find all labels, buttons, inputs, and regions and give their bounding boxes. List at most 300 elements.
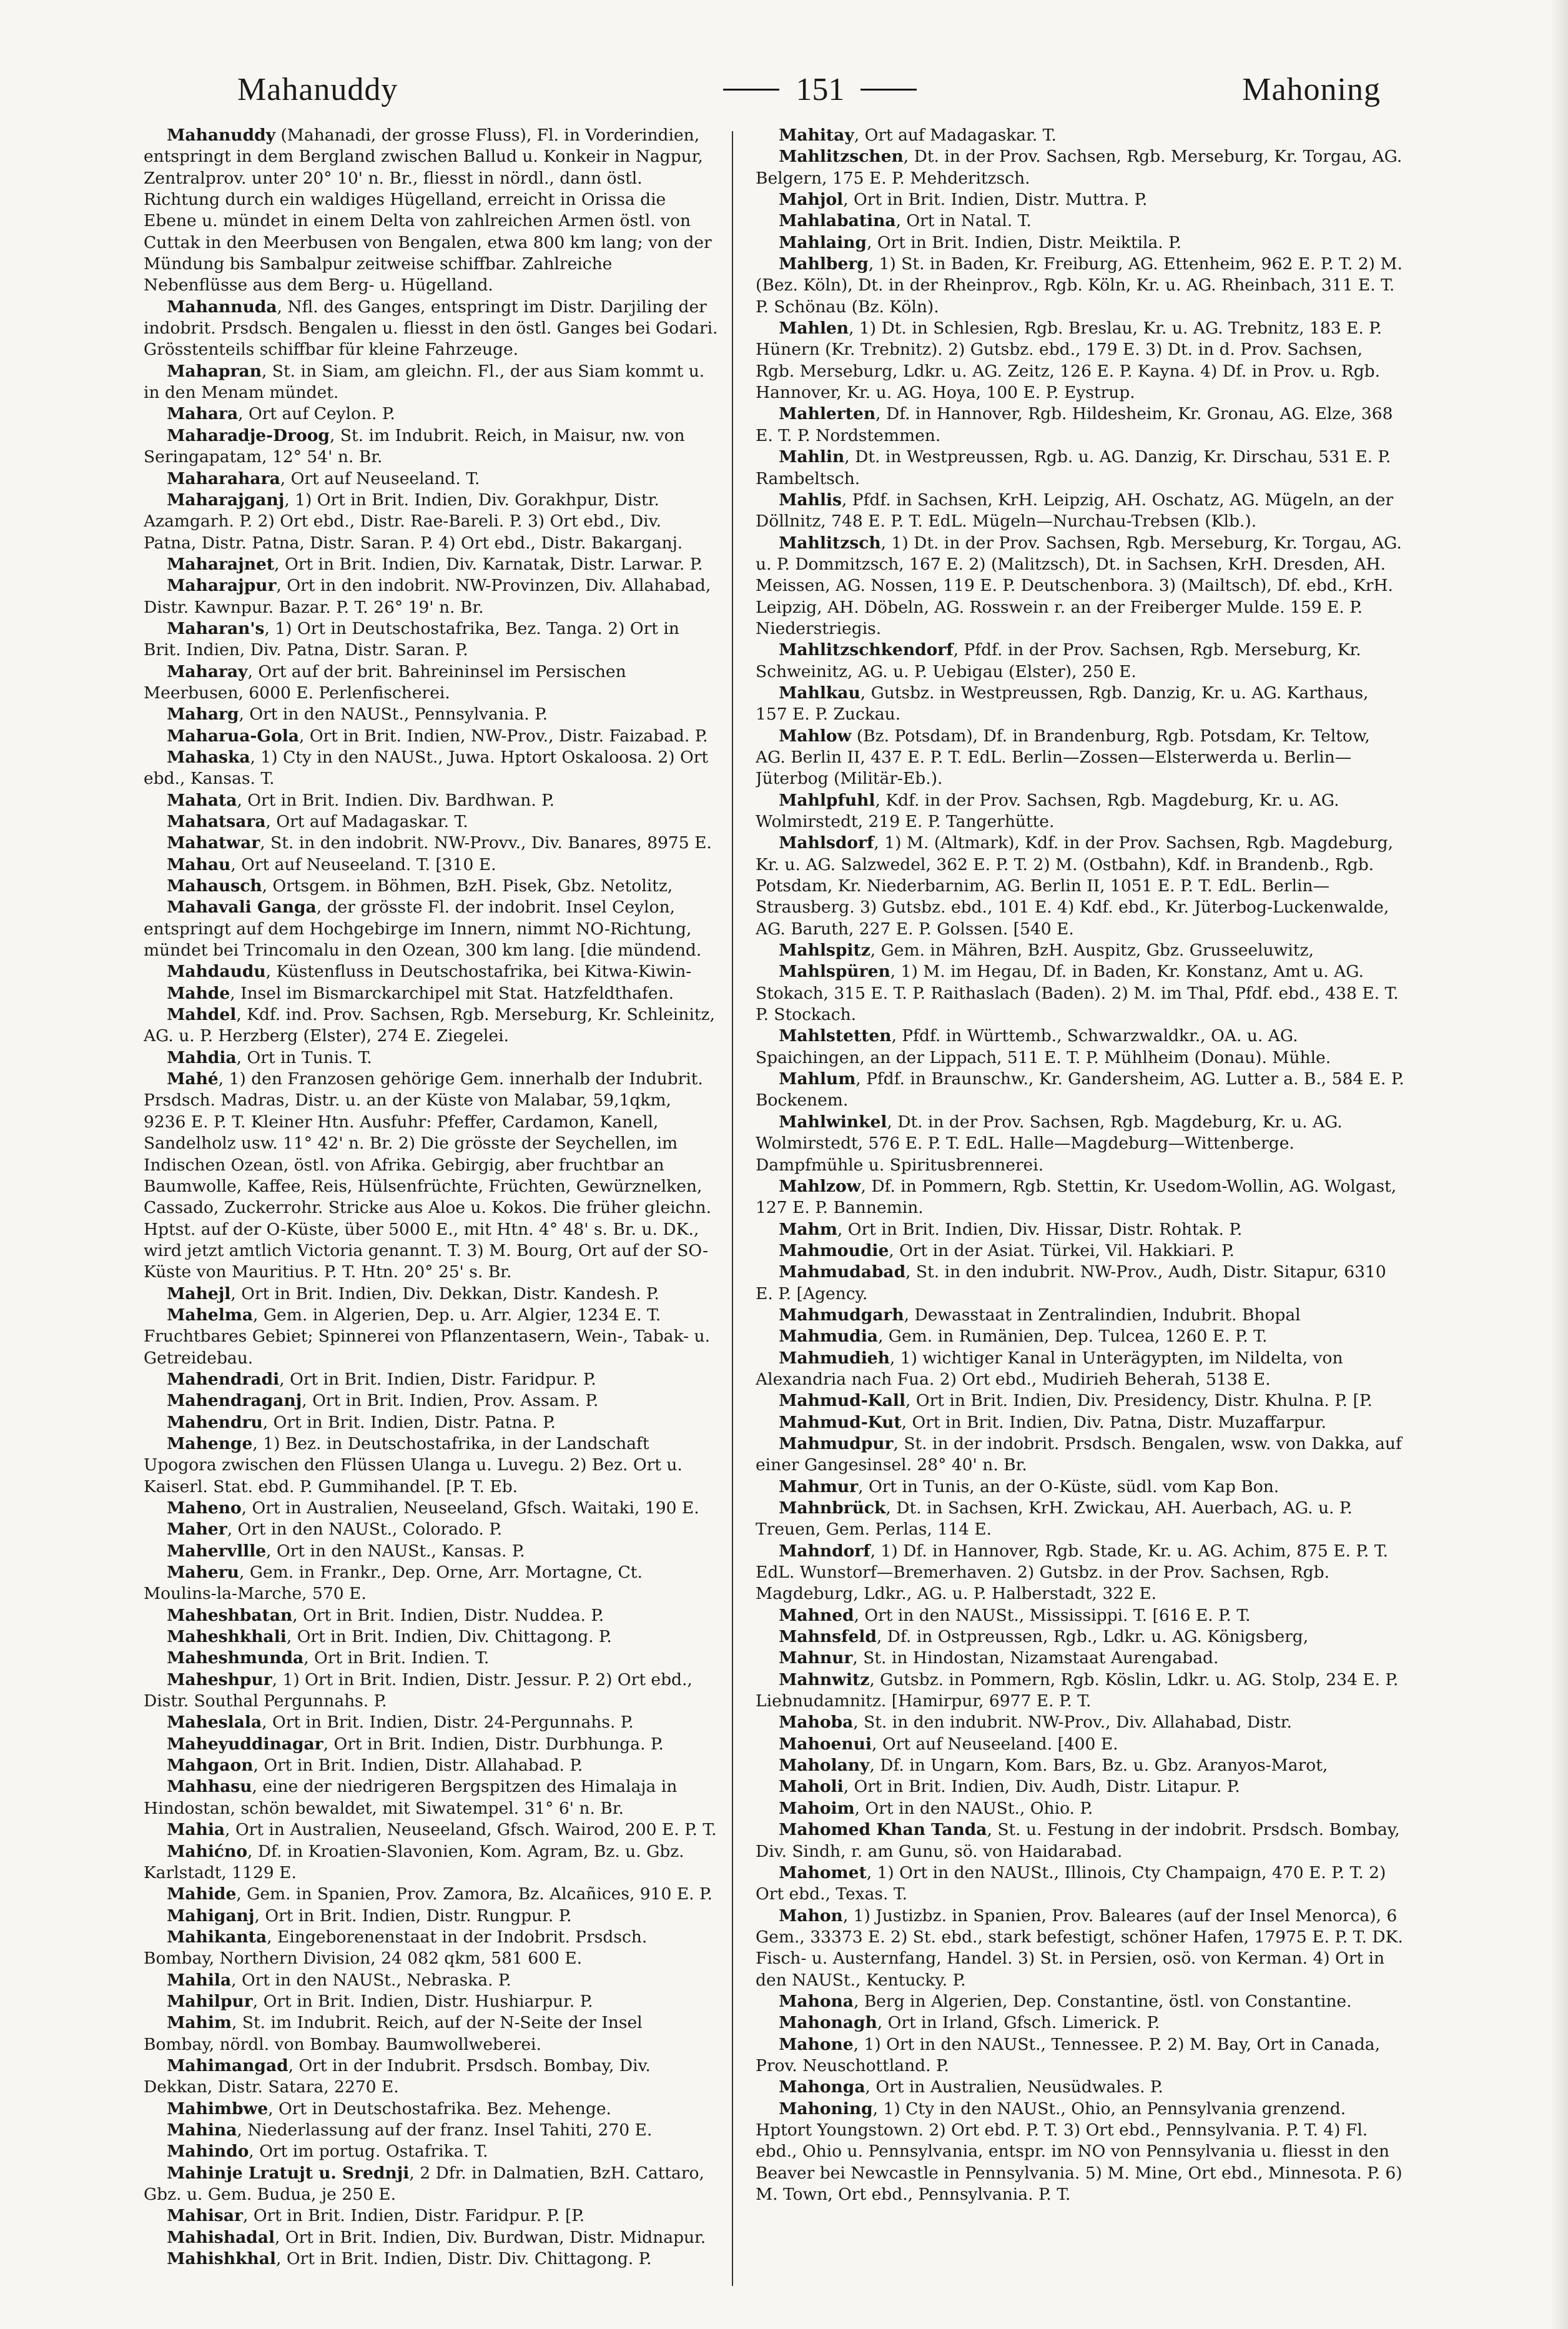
entry-definition: , Ort in Brit. Indien, Distr. Allahabad. P. <box>253 1756 583 1776</box>
entry-headword: Mahavali Ganga <box>167 897 317 917</box>
entry-definition: , Ort in Irland, Gfsch. Limerick. P. <box>877 2013 1160 2033</box>
entry-headword: Mahmudieh <box>779 1348 890 1368</box>
entry-headword: Mahmur <box>779 1476 859 1496</box>
entry-definition: , Ort in Brit. Indien, Div. Karnatak, Distr. Larwar. P. <box>274 554 703 574</box>
entry-definition: , Ort in den NAUSt., Colorado. P. <box>227 1520 503 1540</box>
dictionary-entry <box>144 2099 718 2120</box>
entry-headword: Mahona <box>779 1991 854 2011</box>
entry-headword: Maharajganj <box>167 490 285 510</box>
entry-headword: Maharay <box>167 661 248 681</box>
entry-definition: , Ort in Brit. Indien, Div. Dekkan, Distr. Kandesh. P. <box>230 1283 659 1303</box>
entry-definition: , 1) Ort in Brit. Indien, Div. Gorakhpur, Distr. Azamgarh. P. 2) Ort ebd., Distr. Rae-Bareli. P. 3) Ort ebd., Div. Patna, Distr. Patna, Distr. Saran. P. 4) Ort ebd., Distr. Bakarganj. <box>144 490 683 553</box>
entry-definition: , 1) Df. in Hannover, Rgb. Stade, Kr. u. AG. Achim, 875 E. P. T. EdL. Wunstorf—Bremerhaven. 2) Gutsbz. in der Prov. Sachsen, Rgb. Magdeburg, Ldkr., AG. u. P. Halberstadt, 322 E. <box>756 1541 1388 1604</box>
entry-headword: Mahau <box>167 854 231 874</box>
entry-headword: Maheslala <box>167 1713 262 1733</box>
dictionary-entry <box>756 1476 1405 1498</box>
dictionary-entry <box>144 125 718 297</box>
dictionary-entry <box>144 1412 718 1433</box>
scan-edge <box>1551 0 1568 2329</box>
dictionary-entry <box>756 1498 1405 1541</box>
dictionary-entry <box>144 1369 718 1390</box>
entry-definition: , 1) M. (Altmark), Kdf. in der Prov. Sachsen, Rgb. Magdeburg, Kr. u. AG. Salzwedel, 362 E. P. T. 2) M. (Ostbahn), Kdf. in Brandenb., Rgb. Potsdam, Kr. Niederbarnim, AG. Berlin II, 1051 E. P. T. EdL. Berlin—Strausberg. 3) Gutsbz. ebd., 101 E. 4) Kdf. ebd., Kr. Jüterbog-Luckenwalde, AG. Baruth, 227 E. P. Golssen. [540 E. <box>756 833 1394 939</box>
dictionary-entry <box>144 811 718 833</box>
entry-headword: Maheshpur <box>167 1669 272 1689</box>
entry-definition: , Ort in Brit. Indien, Div. Patna, Distr. Muzaffarpur. <box>901 1412 1326 1432</box>
dictionary-entry <box>756 726 1405 790</box>
entry-headword: Mahimbwe <box>167 2099 269 2119</box>
entry-headword: Mahićno <box>167 1841 248 1861</box>
entry-definition: , Ort auf Neuseeland. [400 E. <box>872 1734 1118 1754</box>
entry-headword: Maharahara <box>167 468 280 488</box>
dictionary-entry <box>144 1970 718 1991</box>
entry-headword: Mahoba <box>779 1713 854 1733</box>
entry-definition: , Ort in den NAUSt., Mississippi. T. [616 E. P. T. <box>854 1605 1251 1625</box>
entry-headword: Mahdaudu <box>167 962 266 982</box>
entry-definition: , Ort in den NAUSt., Kansas. P. <box>266 1541 525 1561</box>
entry-definition: , Insel im Bismarckarchipel mit Stat. Hatzfeldthafen. <box>230 983 674 1003</box>
dictionary-entry <box>144 726 718 747</box>
entry-definition: , Df. in Pommern, Rgb. Stettin, Kr. Usedom-Wollin, AG. Wolgast, 127 E. P. Bannemin. <box>756 1176 1397 1218</box>
dictionary-entry <box>144 490 718 554</box>
entry-definition: , Ort in Australien, Neuseeland, Gfsch. Wairod, 200 E. P. T. <box>225 1820 717 1840</box>
dictionary-entry <box>144 897 718 961</box>
entry-headword: Mahlitzschkendorf <box>779 640 954 660</box>
entry-definition: , Nfl. des Ganges, entspringt im Distr. Darjiling der indobrit. Prsdsch. Bengalen u. fliesst in den östl. Ganges bei Godari. Grösstenteils schiffbar für kleine Fahrzeuge. <box>144 297 718 360</box>
entry-definition: , Ort in der Indubrit. Prsdsch. Bombay, Div. Dekkan, Distr. Satara, 2270 E. <box>144 2055 651 2097</box>
entry-headword: Mahde <box>167 983 230 1003</box>
entry-headword: Mahoenui <box>779 1734 872 1754</box>
dictionary-entry <box>144 1776 718 1819</box>
dictionary-entry <box>756 1305 1405 1326</box>
entry-definition: , St. in den indobrit. NW-Provv., Div. Banares, 8975 E. <box>260 833 712 853</box>
entry-headword: Mahishadal <box>167 2227 275 2247</box>
entry-headword: Mahindo <box>167 2142 249 2162</box>
entry-definition: , 1) Ort in den NAUSt., Tennessee. P. 2) M. Bay, Ort in Canada, Prov. Neuschottland. P. <box>756 2034 1381 2075</box>
entry-definition: , Ort in den NAUSt., Pennsylvania. P. <box>239 705 548 724</box>
entry-headword: Mahim <box>167 2013 232 2033</box>
dictionary-entry <box>144 661 718 705</box>
entry-headword: Mahdia <box>167 1047 237 1067</box>
dictionary-entry <box>144 1562 718 1605</box>
entry-definition: , St. in Hindostan, Nizamstaat Aurengabad. <box>852 1648 1219 1668</box>
entry-headword: Mahnur <box>779 1648 853 1668</box>
dictionary-entry <box>144 425 718 468</box>
entry-definition: , Kdf. in der Prov. Sachsen, Rgb. Magdeburg, Kr. u. AG. Wolmirstedt, 219 E. P. Tangerhütte. <box>756 790 1339 831</box>
entry-definition: , Ort im portug. Ostafrika. T. <box>249 2142 488 2162</box>
dictionary-entry <box>756 1348 1405 1391</box>
entry-definition: , 1) Ort in Brit. Indien, Distr. Jessur. P. 2) Ort ebd., Distr. Southal Pergunnahs. P. <box>144 1669 693 1711</box>
entry-headword: Mahnwitz <box>779 1669 870 1689</box>
entry-headword: Mahlzow <box>779 1176 861 1196</box>
entry-headword: Mahlis <box>779 490 842 510</box>
dictionary-entry <box>756 1433 1405 1476</box>
entry-headword: Mahmud-Kut <box>779 1412 902 1432</box>
dictionary-entry <box>144 1648 718 1669</box>
entry-definition: , Ort in Brit. Indien, Div. Hissar, Distr. Rohtak. P. <box>837 1219 1243 1239</box>
dictionary-entry <box>756 1026 1405 1069</box>
dictionary-entry <box>756 1755 1405 1776</box>
entry-headword: Mahomet <box>779 1862 867 1882</box>
dictionary-entry <box>756 1906 1405 1991</box>
entry-definition: , Dt. in der Prov. Sachsen, Rgb. Merseburg, Kr. Torgau, AG. Belgern, 175 E. P. Mehderitzsch. <box>756 147 1403 188</box>
entry-definition: , 2 Dfr. in Dalmatien, BzH. Cattaro, Gbz. u. Gem. Budua, je 250 E. <box>144 2163 704 2204</box>
dictionary-entry <box>756 533 1405 640</box>
dictionary-entry <box>144 747 718 790</box>
entry-headword: Mahlitzsch <box>779 533 881 553</box>
entry-headword: Maharan's <box>167 618 265 638</box>
entry-definition: , Ort in den NAUSt., Nebraska. P. <box>231 1970 511 1990</box>
dictionary-entry <box>756 790 1405 833</box>
entry-headword: Mahnsfeld <box>779 1627 877 1647</box>
entry-headword: Mahannuda <box>167 297 277 317</box>
dictionary-entry <box>144 1626 718 1648</box>
entry-definition: , Kdf. ind. Prov. Sachsen, Rgb. Merseburg, Kr. Schleinitz, AG. u. P. Herzberg (Elster), 274 E. Ziegelei. <box>144 1005 715 1046</box>
dictionary-entry <box>756 490 1405 533</box>
entry-definition: , Ort auf der brit. Bahreininsel im Persischen Meerbusen, 6000 E. Perlenfischerei. <box>144 661 626 703</box>
entry-definition: , Df. in Ungarn, Kom. Bars, Bz. u. Gbz. Aranyos-Marot, <box>869 1756 1328 1776</box>
dictionary-entry <box>144 2120 718 2141</box>
dictionary-entry <box>144 1669 718 1713</box>
entry-headword: Mahlstetten <box>779 1026 892 1046</box>
entry-definition: , St. in der indobrit. Prsdsch. Bengalen, wsw. von Dakka, auf einer Gangesinsel. 28° 40' n. Br. <box>756 1433 1402 1475</box>
entry-definition: , St. im Indubrit. Reich, in Maisur, nw. von Seringapatam, 12° 54' n. Br. <box>144 425 685 467</box>
entry-definition: , 1) Cty in den NAUSt., Juwa. Hptort Oskaloosa. 2) Ort ebd., Kansas. T. <box>144 747 709 789</box>
entry-definition: , der grösste Fl. der indobrit. Insel Ceylon, entspringt auf dem Hochgebirge im Innern, nimmt NO-Richtung, mündet bei Trincomalu in den Ozean, 300 km lang. [die mündend. <box>144 897 702 961</box>
dictionary-entry <box>144 361 718 404</box>
page-number-group <box>723 71 917 108</box>
entry-headword: Mahmudgarh <box>779 1305 904 1325</box>
dictionary-entry <box>756 2077 1405 2098</box>
dictionary-entry <box>756 1069 1405 1112</box>
dictionary-entry <box>756 1669 1405 1713</box>
entry-headword: Mahlaing <box>779 232 867 252</box>
entry-definition: , Ort in Brit. Indien, Distr. Hushiarpur. P. <box>252 1991 593 2011</box>
entry-headword: Mahlin <box>779 447 845 467</box>
entry-headword: Mahnbrück <box>779 1498 886 1518</box>
page-header <box>237 61 1381 117</box>
dictionary-entry <box>756 146 1405 189</box>
entry-definition: , Gem. in Mähren, BzH. Auspitz, Gbz. Grusseeluwitz, <box>870 941 1314 961</box>
entry-definition: , Gutsbz. in Pommern, Rgb. Köslin, Ldkr. u. AG. Stolp, 234 E. P. Liebnudamnitz. [Hamirpur, 6977 E. P. T. <box>756 1669 1399 1711</box>
entry-definition: , 1) Cty in den NAUSt., Ohio, an Pennsylvania grenzend. Hptort Youngstown. 2) Ort ebd. P. T. 3) Ort ebd., Pennsylvania. P. T. 4) Fl. ebd., Ohio u. Pennsylvania, entspr. im NO von Pennsylvania u. fliesst in den Beaver bei Newcastle in Pennsylvania. 5) M. Mine, Ort ebd., Minnesota. P. 6) M. Town, Ort ebd., Pennsylvania. P. T. <box>756 2099 1403 2204</box>
dictionary-entry <box>144 854 718 876</box>
dictionary-entry <box>144 983 718 1004</box>
entry-definition: , 1) Dt. in Schlesien, Rgb. Breslau, Kr. u. AG. Trebnitz, 183 E. P. Hünern (Kr. Trebnitz). 2) Gutsbz. ebd., 179 E. 3) Dt. in d. Prov. Sachsen, Rgb. Merseburg, Ldkr. u. AG. Zeitz, 126 E. P. Kayna. 4) Df. in Prov. u. Rgb. Hannover, Kr. u. AG. Hoya, 100 E. P. Eystrup. <box>756 319 1383 403</box>
dictionary-entry <box>756 1412 1405 1433</box>
dictionary-entry <box>144 2141 718 2162</box>
entry-definition: , St. in Siam, am gleichn. Fl., der aus Siam kommt u. in den Menam mündet. <box>144 361 705 403</box>
entry-headword: Mahatwar <box>167 833 260 853</box>
dictionary-entry <box>756 1712 1405 1733</box>
entry-definition: , Ort auf Neuseeland. T. <box>280 468 480 488</box>
entry-definition: , 1) Bez. in Deutschostafrika, in der Landschaft Upogora zwischen den Flüssen Ulanga u. Luvegu. 2) Bez. Ort u. Kaiserl. Stat. ebd. P. Gummihandel. [P. T. Eb. <box>144 1433 683 1496</box>
entry-definition: , Gem. in Spanien, Prov. Zamora, Bz. Alcañices, 910 E. P. <box>236 1884 713 1904</box>
entry-definition: , Gem. in Algerien, Dep. u. Arr. Algier, 1234 E. T. Fruchtbares Gebiet; Spinnerei von Pflanzentasern, Wein-, Tabak- u. Getreidebau. <box>144 1305 711 1368</box>
entry-definition: , Dt. in Sachsen, KrH. Zwickau, AH. Auerbach, AG. u. P. Treuen, Gem. Perlas, 114 E. <box>756 1498 1353 1540</box>
entry-headword: Mahhasu <box>167 1777 252 1797</box>
entry-definition: , Ort in Brit. Indien, Distr. Div. Chittagong. P. <box>275 2249 652 2269</box>
entry-definition: , Berg in Algerien, Dep. Constantine, östl. von Constantine. <box>853 1991 1352 2011</box>
entry-definition: , 1) wichtiger Kanal in Unterägypten, im Nildelta, von Alexandria nach Fua. 2) Ort ebd., Mudirieh Beherah, 5138 E. <box>756 1348 1343 1389</box>
entry-headword: Mahmudabad <box>779 1262 906 1282</box>
entry-definition: , Eingeborenenstaat in der Indobrit. Prsdsch. Bombay, Northern Division, 24 082 qkm, 581 600 E. <box>144 1927 648 1969</box>
dictionary-entry <box>756 210 1405 232</box>
dictionary-entry <box>756 2034 1405 2077</box>
dictionary-entry <box>144 2248 718 2270</box>
entry-headword: Mahlum <box>779 1069 856 1089</box>
dictionary-entry <box>144 790 718 811</box>
entry-headword: Mahia <box>167 1820 225 1840</box>
entry-headword: Mahmudia <box>779 1327 878 1347</box>
entry-headword: Mahendradi <box>167 1369 280 1389</box>
entry-headword: Maharajnet <box>167 554 275 574</box>
entry-definition: , Ort in Brit. Indien. T. <box>303 1648 490 1668</box>
dictionary-entry <box>756 961 1405 1026</box>
dictionary-entry <box>144 2227 718 2248</box>
dictionary-entry <box>144 468 718 490</box>
dictionary-entry <box>756 1390 1405 1412</box>
entry-definition: , Ort in Brit. Indien, Prov. Assam. P. <box>302 1391 599 1411</box>
entry-headword: Mahausch <box>167 876 262 896</box>
dictionary-entry <box>144 1991 718 2012</box>
dictionary-entry <box>756 1734 1405 1755</box>
dictionary-entry <box>756 1626 1405 1648</box>
entry-headword: Mahinje Lratujt u. Srednji <box>167 2163 410 2183</box>
dictionary-entry <box>144 1712 718 1733</box>
entry-definition: , Ort in Brit. Indien, Distr. 24-Pergunnahs. P. <box>262 1713 634 1733</box>
entry-definition: (Bz. Potsdam), Df. in Brandenburg, Rgb. Potsdam, Kr. Teltow, AG. Berlin II, 437 E. P. T. EdL. Berlin—Zossen—Elsterwerda u. Berlin—Jüterbog (Militär-Eb.). <box>756 726 1370 789</box>
entry-headword: Mahenge <box>167 1433 253 1453</box>
entry-definition: , St. in den indubrit. NW-Prov., Div. Allahabad, Distr. <box>853 1713 1292 1733</box>
entry-definition: , 1) Justizbz. in Spanien, Prov. Baleares (auf der Insel Menorca), 6 Gem., 33373 E. 2) St. ebd., stark befestigt, schöner Hafen, 17975 E. P. T. DK. Fisch- u. Austernfang, Handel. 3) St. in Persien, osö. von Kerman. 4) Ort in den NAUSt., Kentucky. P. <box>756 1906 1403 1990</box>
entry-definition: , Dt. in der Prov. Sachsen, Rgb. Magdeburg, Kr. u. AG. Wolmirstedt, 576 E. P. T. EdL. Halle—Magdeburg—Wittenberge. Dampfmühle u. Spiritusbrennerei. <box>756 1112 1343 1175</box>
entry-headword: Mahlkau <box>779 683 860 703</box>
entry-headword: Mahlerten <box>779 404 876 424</box>
right-column <box>756 125 1405 2304</box>
entry-definition: , Gem. in Rumänien, Dep. Tulcea, 1260 E. P. T. <box>877 1327 1268 1347</box>
entry-definition: , Gutsbz. in Westpreussen, Rgb. Danzig, Kr. u. AG. Karthaus, 157 E. P. Zuckau. <box>756 683 1369 724</box>
entry-headword: Mahaska <box>167 747 250 767</box>
dictionary-entry <box>756 1326 1405 1347</box>
entry-definition: , Ortsgem. in Böhmen, BzH. Pisek, Gbz. Netolitz, <box>262 876 673 896</box>
dictionary-entry <box>144 618 718 661</box>
entry-headword: Mahlabatina <box>779 211 896 231</box>
entry-headword: Mahila <box>167 1970 232 1990</box>
dictionary-entry <box>756 318 1405 403</box>
entry-headword: Maheru <box>167 1563 239 1583</box>
entry-headword: Mahendraganj <box>167 1391 302 1411</box>
entry-headword: Mahata <box>167 790 237 810</box>
dictionary-entry <box>756 683 1405 726</box>
dictionary-entry <box>756 447 1405 490</box>
entry-definition: , Dt. in Westpreussen, Rgb. u. AG. Danzig, Kr. Dirschau, 531 E. P. Rambeltsch. <box>756 447 1391 488</box>
dictionary-entry <box>756 125 1405 146</box>
entry-headword: Maharg <box>167 705 239 724</box>
dictionary-entry <box>756 1798 1405 1819</box>
entry-headword: Mahmoudie <box>779 1240 889 1260</box>
dictionary-entry <box>756 640 1405 683</box>
dictionary-entry <box>756 1991 1405 2012</box>
dictionary-entry <box>756 1776 1405 1797</box>
entry-headword: Mahned <box>779 1605 854 1625</box>
entry-headword: Mahgaon <box>167 1756 254 1776</box>
entry-definition: , Küstenfluss in Deutschostafrika, bei Kitwa-Kiwin- <box>265 962 692 982</box>
entry-definition: , Ort in Brit. Indien, Distr. Muttra. P. <box>843 190 1148 210</box>
header-dash-left <box>723 89 779 91</box>
dictionary-entry <box>144 1841 718 1884</box>
dictionary-entry <box>144 1390 718 1412</box>
entry-definition: , Ort auf Madagaskar. T. <box>854 126 1057 145</box>
dictionary-entry <box>144 1047 718 1069</box>
dictionary-entry <box>756 2012 1405 2034</box>
dictionary-entry <box>144 1755 718 1776</box>
dictionary-entry <box>756 189 1405 210</box>
entry-definition: , 1) St. in Baden, Kr. Freiburg, AG. Ettenheim, 962 E. P. T. 2) M. (Bez. Köln), Dt. in der Rheinprov., Rgb. Köln, Kr. u. AG. Rheinbach, 311 E. T. P. Schönau (Bz. Köln). <box>756 254 1403 317</box>
entry-headword: Maholany <box>779 1756 870 1776</box>
entry-definition: , 1) M. im Hegau, Df. in Baden, Kr. Konstanz, Amt u. AG. Stokach, 315 E. T. P. Raithaslach (Baden). 2) M. im Thal, Pfdf. ebd., 438 E. T. P. Stockach. <box>756 962 1399 1025</box>
entry-definition: , 1) den Franzosen gehörige Gem. innerhalb der Indubrit. Prsdsch. Madras, Distr. u. an der Küste von Malabar, 59,1qkm, 9236 E. P. T. Kleiner Htn. Ausfuhr: Pfeffer, Cardamon, Kanell, Sandelholz usw. 11° 42' n. Br. 2) Die grösste der Seychellen, im Indischen Ozean, östl. von Afrika. Gebirgig, aber fruchtbar an Baumwolle, Kaffee, Reis, Hülsenfrüchte, Früchten, Gewürznelken, Cassado, Zuckerrohr. Stricke aus Aloe u. Kokos. Die früher gleichn. Hptst. auf der O-Küste, über 5000 E., mit Htn. 4° 48' s. Br. u. DK., wird jetzt amtlich Victoria genannt. T. 3) M. Bourg, Ort auf der SO-Küste von Mauritius. P. T. Htn. 20° 25' s. Br. <box>144 1069 711 1282</box>
entry-definition: , eine der niedrigeren Bergspitzen des Himalaja in Hindostan, schön bewaldet, mit Siwatempel. 31° 6' n. Br. <box>144 1777 678 1818</box>
entry-definition: , Ort in Brit. Indien, Distr. Durbhunga. P. <box>323 1734 664 1754</box>
entry-definition: , Pfdf. in Braunschw., Kr. Gandersheim, AG. Lutter a. B., 584 E. P. Bockenem. <box>756 1069 1404 1110</box>
entry-definition: , Pfdf. in Sachsen, KrH. Leipzig, AH. Oschatz, AG. Mügeln, an der Döllnitz, 748 E. P. T. EdL. Mügeln—Nurchau-Trebsen (Klb.). <box>756 490 1394 532</box>
entry-definition: , Ort in Brit. Indien, Distr. Nuddea. P. <box>292 1605 604 1625</box>
dictionary-entry <box>144 575 718 618</box>
entry-headword: Mahlsdorf <box>779 833 874 853</box>
entry-headword: Maheno <box>167 1498 242 1518</box>
dictionary-entry <box>144 2205 718 2227</box>
dictionary-entry <box>144 1884 718 1905</box>
entry-definition: , St. im Indubrit. Reich, auf der N-Seite der Insel Bombay, nördl. von Bombay. Baumwollweberei. <box>144 2013 643 2054</box>
entry-headword: Mahdel <box>167 1005 237 1025</box>
entry-headword: Mahjol <box>779 190 844 210</box>
entry-headword: Mahikanta <box>167 1927 267 1947</box>
entry-headword: Mahonagh <box>779 2013 877 2033</box>
entry-headword: Mahmudpur <box>779 1433 894 1453</box>
column-divider <box>732 131 733 2286</box>
entry-headword: Mahlen <box>779 319 849 339</box>
entry-headword: Mahina <box>167 2120 237 2140</box>
header-right-headword: Mahoning <box>1242 71 1381 107</box>
dictionary-entry <box>756 254 1405 318</box>
entry-headword: Mahlpfuhl <box>779 790 875 810</box>
entry-definition: , Pfdf. in Württemb., Schwarzwaldkr., OA. u. AG. Spaichingen, an der Lippach, 511 E. T. P. Mühlheim (Donau). Mühle. <box>756 1026 1331 1067</box>
entry-definition: (Mahanadi, der grosse Fluss), Fl. in Vorderindien, entspringt in dem Bergland zwischen Ballud u. Konkeir in Nagpur, Zentralprov. unter 20° 10' n. Br., fliesst in nördl., dann östl. Richtung durch ein waldiges Hügelland, erreicht in Orissa die Ebene u. mündet in einem Delta von zahlreichen Armen östl. von Cuttak in den Meerbusen von Bengalen, etwa 800 km lang; von der Mündung bis Sambalpur zeitweise schiffbar. Zahlreiche Nebenflüsse aus dem Berg- u. Hügelland. <box>144 126 712 295</box>
entry-headword: Mahon <box>779 1906 843 1926</box>
dictionary-entry <box>756 1862 1405 1906</box>
entry-headword: Mahide <box>167 1884 237 1904</box>
entry-headword: Mahonga <box>779 2077 865 2097</box>
dictionary-entry <box>144 961 718 982</box>
entry-headword: Mahendru <box>167 1412 263 1432</box>
entry-definition: , 1) Dt. in der Prov. Sachsen, Rgb. Merseburg, Kr. Torgau, AG. u. P. Dommitzsch, 167 E. 2) (Malitzsch), Dt. in Sachsen, KrH. Dresden, AH. Meissen, AG. Nossen, 119 E. P. Deutschenbora. 3) (Mailtsch), Df. ebd., KrH. Leipzig, AH. Döbeln, AG. Rosswein r. an der Freiberger Mulde. 159 E. P. Niederstriegis. <box>756 533 1402 638</box>
entry-headword: Mahé <box>167 1069 219 1089</box>
dictionary-entry <box>144 297 718 361</box>
dictionary-entry <box>756 1541 1405 1605</box>
dictionary-entry <box>144 1498 718 1519</box>
entry-headword: Mahatsara <box>167 812 266 831</box>
left-column <box>144 125 718 2304</box>
entry-definition: , 1) Ort in Deutschostafrika, Bez. Tanga. 2) Ort in Brit. Indien, Div. Patna, Distr. Saran. P. <box>144 618 679 660</box>
entry-headword: Mahomed Khan Tanda <box>779 1820 987 1840</box>
entry-definition: , Ort auf Madagaskar. T. <box>265 812 468 831</box>
entry-definition: , Ort in Brit. Indien. Div. Bardhwan. P. <box>237 790 555 810</box>
entry-headword: Mahapran <box>167 361 262 381</box>
entry-headword: Mahlow <box>779 726 852 746</box>
entry-definition: , Ort auf Ceylon. P. <box>238 404 395 424</box>
dictionary-entry <box>144 876 718 897</box>
entry-headword: Mahara <box>167 404 239 424</box>
page-number: 151 <box>796 71 845 107</box>
dictionary-entry <box>144 1283 718 1305</box>
dictionary-entry <box>144 2055 718 2099</box>
dictionary-entry <box>756 2099 1405 2206</box>
entry-headword: Mahone <box>779 2034 854 2054</box>
dictionary-entry <box>144 1541 718 1562</box>
dictionary-entry <box>756 403 1405 447</box>
entry-definition: , Ort in Brit. Indien, Distr. Faridpur. P. <box>279 1369 596 1389</box>
entry-headword: Maharadje-Droog <box>167 425 330 445</box>
entry-headword: Mahlberg <box>779 254 869 274</box>
entry-headword: Maharua-Gola <box>167 726 299 746</box>
entry-headword: Maheshkhali <box>167 1627 287 1647</box>
entry-definition: , Ort in Brit. Indien, Div. Presidency, Distr. Khulna. P. [P. <box>905 1391 1373 1411</box>
entry-headword: Maheshmunda <box>167 1648 304 1668</box>
dictionary-entry <box>756 1112 1405 1176</box>
entry-headword: Mahilpur <box>167 1991 253 2011</box>
dictionary-entry <box>144 1433 718 1498</box>
entry-headword: Mahmud-Kall <box>779 1391 906 1411</box>
header-dash-right <box>860 89 917 91</box>
entry-definition: , Ort in den NAUSt., Ohio. P. <box>854 1798 1093 1818</box>
dictionary-entry <box>144 1069 718 1283</box>
dictionary-entry <box>756 1648 1405 1669</box>
entry-definition: , Ort in Tunis. T. <box>236 1047 372 1067</box>
entry-definition: , Ort in Brit. Indien, Distr. Rungpur. P. <box>254 1906 572 1926</box>
entry-headword: Mahndorf <box>779 1541 870 1561</box>
entry-definition: , Ort in Brit. Indien, Distr. Faridpur. P. [P. <box>242 2206 585 2226</box>
entry-headword: Mahervllle <box>167 1541 267 1561</box>
entry-headword: Mahoim <box>779 1798 855 1818</box>
entry-headword: Mahlspitz <box>779 941 870 961</box>
entry-headword: Mahlwinkel <box>779 1112 887 1132</box>
entry-definition: , Ort in Brit. Indien, Distr. Patna. P. <box>262 1412 556 1432</box>
entry-headword: Mahlitzschen <box>779 147 904 167</box>
entry-definition: , Ort in Australien, Neusüdwales. P. <box>865 2077 1163 2097</box>
dictionary-entry <box>756 1219 1405 1240</box>
entry-definition: , Ort in den indobrit. NW-Provinzen, Div. Allahabad, Distr. Kawnpur. Bazar. P. T. 26° 19' n. Br. <box>144 576 711 617</box>
dictionary-entry <box>756 1262 1405 1305</box>
entry-definition: , Niederlassung auf der franz. Insel Tahiti, 270 E. <box>237 2120 653 2140</box>
dictionary-entry <box>756 1240 1405 1262</box>
entry-headword: Maholi <box>779 1777 844 1797</box>
entry-definition: , Ort in Deutschostafrika. Bez. Mehenge. <box>268 2099 611 2119</box>
dictionary-entry <box>144 1305 718 1369</box>
dictionary-entry <box>144 1819 718 1841</box>
dictionary-entry <box>756 1819 1405 1862</box>
entry-headword: Mahanuddy <box>167 126 276 145</box>
entry-headword: Mahishkhal <box>167 2249 276 2269</box>
entry-definition: , St. u. Festung in der indobrit. Prsdsch. Bombay, Div. Sindh, r. am Gunu, sö. von Haidarabad. <box>756 1820 1400 1861</box>
entry-definition: , Df. in Ostpreussen, Rgb., Ldkr. u. AG. Königsberg, <box>876 1627 1309 1647</box>
dictionary-entry <box>144 1906 718 1927</box>
entry-definition: , Ort in Tunis, an der O-Küste, südl. vom Kap Bon. <box>858 1476 1280 1496</box>
dictionary-entry <box>144 833 718 854</box>
dictionary-entry <box>756 1605 1405 1626</box>
entry-definition: , Gem. in Frankr., Dep. Orne, Arr. Mortagne, Ct. Moulins-la-Marche, 570 E. <box>144 1563 643 1604</box>
dictionary-entry <box>144 403 718 425</box>
entry-headword: Maheyuddinagar <box>167 1734 323 1754</box>
